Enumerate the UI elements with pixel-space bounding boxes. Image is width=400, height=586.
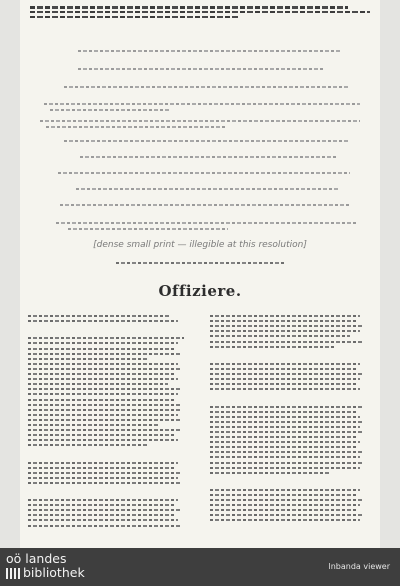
viewer-label: lnbanda viewer: [328, 562, 390, 571]
section-heading: Offiziere.: [158, 282, 242, 300]
library-logo[interactable]: [6, 552, 85, 580]
viewer-footer: [0, 548, 400, 586]
logo-line-1: oö landes: [6, 551, 67, 566]
note-line: [116, 262, 284, 264]
scanned-page: [20, 0, 380, 548]
logo-line-2: bibliothek: [23, 565, 85, 580]
illegible-text-marker: [dense small print — illegible at this resolution]: [93, 240, 307, 250]
officer-list-left: [28, 312, 188, 530]
top-text-block: [30, 4, 370, 20]
officer-list-right: [210, 312, 370, 525]
bars-icon: [6, 568, 20, 579]
